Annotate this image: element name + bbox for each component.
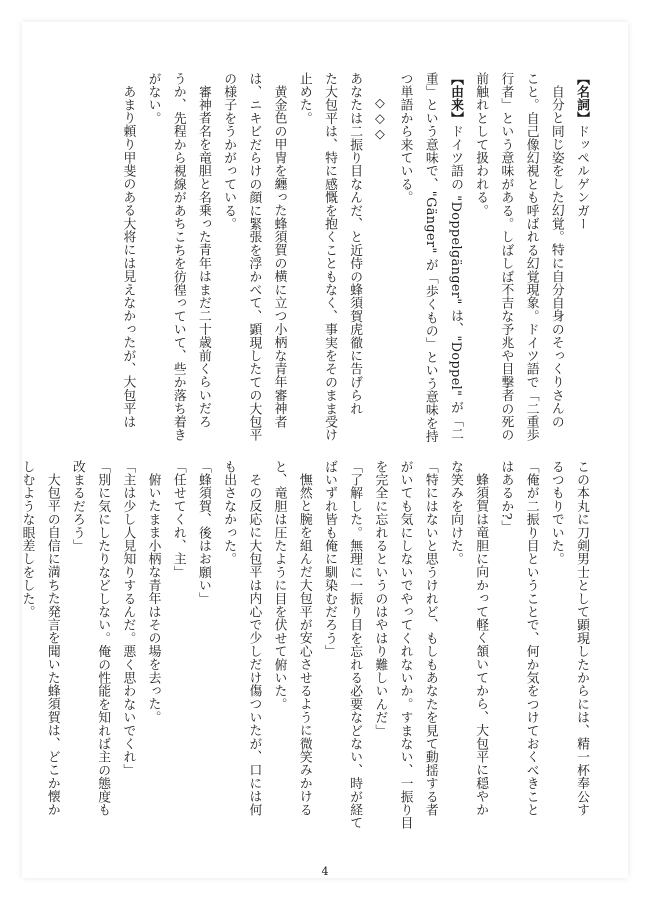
story-line: あなたは二振り目なんだ、と近侍の蜂須賀虎徹に告げられ <box>347 72 363 416</box>
story-line: あまり頼り甲斐のある大将には見えなかったが、大包平は <box>120 84 136 428</box>
story-line: は、ニキビだらけの顔に緊張を浮かべて、顕現したての大包平 <box>246 72 262 442</box>
story-line: と、竜胆は圧たように目を伏せて俯いた。 <box>271 460 287 711</box>
origin-line <box>443 72 468 446</box>
top-text-block <box>115 72 594 446</box>
story-line: を完全に忘れるというのはやはり難しいんだ」 <box>372 460 388 738</box>
story-line: 改まるだろう」 <box>69 460 85 553</box>
story-line: しむような眼差しをした。 <box>19 460 35 619</box>
origin-text: ドイツ語の "Doppelgänger" は、"Doppel" が「二 <box>447 124 463 441</box>
story-line: 「了解した。無理に一振り目を忘れる必要などない、時が経て <box>347 460 363 830</box>
story-line: の様子をうかがっている。 <box>221 72 237 231</box>
story-line: 止めた。 <box>296 72 312 125</box>
story-line: 「任せてくれ、主」 <box>170 460 186 579</box>
story-line: ばいずれ皆も俺に馴染むだろう」 <box>321 460 337 658</box>
story-line: はあるか?」 <box>498 460 514 534</box>
story-line: た大包平は、特に感慨を抱くこともなく、事実をそのまま受け <box>321 72 337 442</box>
story-line: 「俺が二振り目ということで、何か気をつけておくべきこと <box>523 460 539 817</box>
book-page <box>19 22 628 878</box>
story-line: がいても気にしないでやってくれないか。すまない、一振り目 <box>397 460 413 830</box>
story-line: 「主は少し人見知りするんだ。悪く思わないでくれ」 <box>120 460 136 777</box>
definition-line: 自分と同じ姿をした幻覚。特に自分自身のそっくりさんの <box>548 84 564 428</box>
story-line: 俯いたまま小柄な青年はその場を去った。 <box>145 472 161 724</box>
term-word: ドッペルゲンガー <box>574 124 589 231</box>
story-line: がない。 <box>145 72 161 125</box>
story-line: 黄金色の甲冑を纏った蜂須賀の横に立つ小柄な青年審神者 <box>271 84 287 428</box>
term-label: 【名詞】 <box>574 72 589 125</box>
story-line: その反応に大包平は内心で少しだけ傷ついたが、口には何 <box>246 472 262 816</box>
definition-line: 前触れとして扱われる。 <box>473 72 489 218</box>
story-line: 「特にはないと思うけれど、もしもあなたを見て動揺する者 <box>422 460 438 817</box>
origin-line: 重」という意味で、"Gänger" が「歩くもの」という意味を持 <box>422 72 438 444</box>
definition-line: こと。自己像幻視とも呼ばれる幻覚現象。ドイツ語で「二重歩 <box>523 72 539 442</box>
story-line: 「蜂須賀、後はお願い」 <box>195 460 211 606</box>
story-line: 「別に気にしたりなどしない。俺の性能を知れば主の態度も <box>95 460 111 817</box>
story-line: も出さなかった。 <box>221 460 237 566</box>
story-line: 憮然と腕を組んだ大包平が安心させるように微笑みかける <box>296 472 312 816</box>
story-line: 大包平の自信に満ちた発言を聞いた蜂須賀は、どこか懐か <box>44 472 60 816</box>
story-line: この本丸に刀剣男士として顕現したからには、精一杯奉公す <box>574 460 589 817</box>
bottom-text-block <box>14 460 594 860</box>
story-line: 審神者名を竜胆と名乗った青年はまだ二十歳前くらいだろ <box>195 84 211 428</box>
story-line: な笑みを向けた。 <box>447 460 463 566</box>
section-separator: ◇◇◇ <box>372 96 388 143</box>
origin-line: つ単語から来ている。 <box>397 72 413 204</box>
page-number: 4 <box>321 865 329 878</box>
origin-label: 【由来】 <box>447 72 463 125</box>
story-line: るつもりでいた。 <box>548 460 564 566</box>
story-line: 蜂須賀は竜胆に向かって軽く頷いてから、大包平に穏やか <box>473 472 489 816</box>
definition-line: 行者」という意味がある。しばしば不吉な予兆や目撃者の死の <box>498 72 514 442</box>
definition-heading <box>569 72 594 446</box>
story-line: うか、先程から視線があちこちを彷徨っていて、些か落ち着き <box>170 72 186 442</box>
